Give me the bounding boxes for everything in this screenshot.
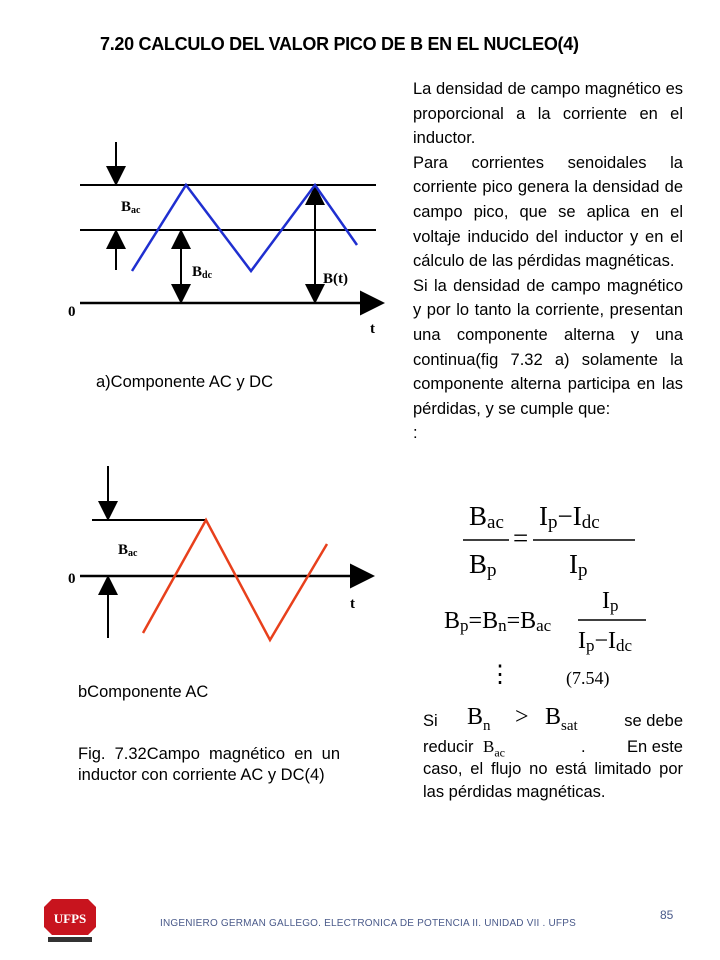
figure-b-caption: bComponente AC	[78, 683, 209, 701]
figure-a-ac-dc	[60, 138, 390, 343]
body-text	[413, 77, 683, 446]
figure-a-caption: a)Componente AC y DC	[96, 373, 273, 391]
gt-symbol: >	[515, 704, 529, 730]
reducir-word: reducir	[423, 738, 474, 756]
colon: :	[413, 424, 418, 443]
condition-rest: caso, el flujo no está limitado por las pérdidas magnéticas.	[423, 760, 683, 801]
si-word: Si	[423, 712, 438, 730]
paragraph-1: La densidad de campo magnético es proporcional a la corriente en el inductor.	[413, 80, 683, 148]
page-title: 7.20 CALCULO DEL VALOR PICO DE B EN EL NUCLEO(4)	[100, 34, 579, 54]
label-bt: B(t)	[323, 271, 348, 287]
label-bdc: Bdc	[192, 264, 213, 281]
se-debe: se debe	[624, 712, 683, 730]
label-t: t	[370, 321, 375, 337]
eq1-den-left: Bp	[469, 549, 497, 581]
page-number: 85	[660, 908, 674, 922]
equation-number: (7.54)	[566, 668, 610, 688]
bac-symbol: $B_{ac}$	[483, 737, 505, 760]
label-bac: Bac	[121, 199, 141, 216]
eq1-den-right: Ip	[569, 549, 588, 581]
eq2-lhs: Bp=Bn=Bac	[444, 608, 552, 635]
eq2-den: Ip−Idc	[578, 628, 633, 655]
figure-b-ac	[60, 458, 380, 658]
paragraph-3: Si la densidad de campo magnético y por lo tanto la corriente, presentan una componente alterna y una continua(fig 7.32 a) solamente la componente alterna participa en las pérdidas, y se cumple que:	[413, 276, 683, 418]
period: .	[581, 738, 586, 756]
bsat-symbol: $B_{sat}$	[545, 704, 578, 734]
label-t: t	[350, 596, 355, 612]
bn-symbol: $B_n$	[467, 704, 491, 734]
label-zero: 0	[68, 571, 76, 587]
equation-ratio	[455, 497, 645, 585]
en-este: En este	[627, 738, 683, 756]
eq1-equals: =	[513, 523, 529, 553]
equation-dots: ⋮	[488, 662, 512, 688]
label-zero: 0	[68, 304, 76, 320]
footer-text: INGENIERO GERMAN GALLEGO. ELECTRONICA DE POTENCIA II. UNIDAD VII . UFPS	[160, 918, 576, 929]
paragraph-2: Para corrientes senoidales la corriente pico genera la densidad de campo pico, que se aplica en el voltaje inducido del inductor y en el cálculo de las pérdidas magnéticas.	[413, 153, 683, 271]
condition-text	[423, 704, 683, 803]
equation-peak	[420, 586, 660, 666]
eq1-num-left: Bac	[469, 501, 504, 533]
svg-text:UFPS: UFPS	[53, 911, 87, 926]
eq1-num-right: Ip−Idc	[539, 501, 600, 533]
eq2-num: Ip	[602, 588, 619, 615]
figure-caption: Fig. 7.32Campo magnético en un inductor con corriente AC y DC(4)	[78, 745, 340, 784]
label-bac: Bac	[118, 542, 138, 559]
ufps-logo	[42, 897, 98, 945]
